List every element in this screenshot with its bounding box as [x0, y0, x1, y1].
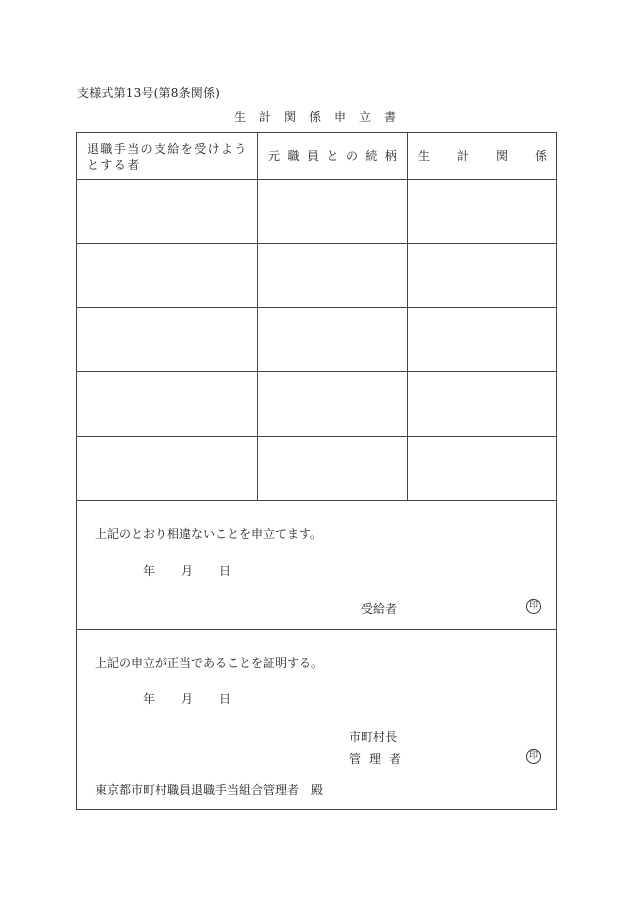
- cell-recipient[interactable]: [83, 249, 251, 301]
- row-divider: [77, 243, 556, 244]
- row-divider: [77, 307, 556, 308]
- cell-recipient[interactable]: [83, 377, 251, 430]
- date-char: 月: [181, 692, 194, 706]
- row-divider: [77, 371, 556, 372]
- column-divider: [407, 133, 408, 501]
- certification-date[interactable]: [143, 690, 257, 707]
- title-char: 係: [308, 110, 321, 124]
- col-relationship-header: [258, 148, 407, 164]
- certification-statement: 上記の申立が正当であることを証明する。: [95, 656, 324, 670]
- seal-mark: 印: [526, 749, 541, 764]
- section-divider: [77, 629, 556, 630]
- cell-relationship[interactable]: [263, 442, 401, 494]
- cell-recipient[interactable]: [83, 185, 251, 237]
- header-char: 係: [534, 149, 547, 163]
- cell-relationship[interactable]: [263, 313, 401, 365]
- date-char: 日: [219, 692, 232, 706]
- header-char: 職: [287, 149, 300, 163]
- declaration-date[interactable]: [143, 562, 257, 579]
- date-char: 月: [181, 564, 194, 578]
- seal-mark: 印: [526, 599, 541, 614]
- manager-label: [349, 750, 401, 767]
- form-number: 支様式第13号(第8条関係): [77, 86, 221, 100]
- title-char: 立: [359, 110, 372, 124]
- header-divider: [77, 179, 556, 180]
- cell-livelihood[interactable]: [413, 377, 552, 430]
- cell-livelihood[interactable]: [413, 249, 552, 301]
- row-divider: [77, 436, 556, 437]
- date-char: 年: [143, 564, 156, 578]
- header-char: 柄: [384, 149, 397, 163]
- manager-char: 者: [389, 752, 402, 766]
- cell-recipient[interactable]: [83, 313, 251, 365]
- header-char: の: [345, 149, 358, 163]
- title-char: 生: [233, 110, 246, 124]
- title-char: 書: [384, 110, 397, 124]
- declaration-statement: 上記のとおり相違ないことを申立てます。: [95, 527, 323, 541]
- header-char: 計: [456, 149, 469, 163]
- header-char: 元: [268, 149, 281, 163]
- header-char: 続: [365, 149, 378, 163]
- form-title: [0, 108, 630, 125]
- manager-char: 理: [369, 752, 382, 766]
- table-bottom-divider: [77, 500, 556, 501]
- addressee: 東京都市町村職員退職手当組合管理者 殿: [95, 783, 324, 797]
- cell-livelihood[interactable]: [413, 185, 552, 237]
- col-livelihood-header: [408, 148, 557, 164]
- column-divider: [257, 133, 258, 501]
- cell-livelihood[interactable]: [413, 313, 552, 365]
- title-char: 計: [258, 110, 271, 124]
- mayor-label: 市町村長: [349, 730, 398, 744]
- header-char: と: [326, 149, 339, 163]
- header-char: 生: [418, 149, 431, 163]
- col-recipient-header: 退職手当の支給を受けようとする者: [87, 142, 248, 172]
- header-char: 員: [306, 149, 319, 163]
- title-char: 申: [334, 110, 347, 124]
- header-char: 関: [495, 149, 508, 163]
- manager-char: 管: [349, 752, 362, 766]
- title-char: 関: [283, 110, 296, 124]
- date-char: 年: [143, 692, 156, 706]
- cell-recipient[interactable]: [83, 442, 251, 494]
- date-char: 日: [219, 564, 232, 578]
- cell-relationship[interactable]: [263, 377, 401, 430]
- form-frame: [76, 132, 557, 810]
- cell-relationship[interactable]: [263, 185, 401, 237]
- recipient-label: 受給者: [361, 602, 398, 616]
- cell-livelihood[interactable]: [413, 442, 552, 494]
- cell-relationship[interactable]: [263, 249, 401, 301]
